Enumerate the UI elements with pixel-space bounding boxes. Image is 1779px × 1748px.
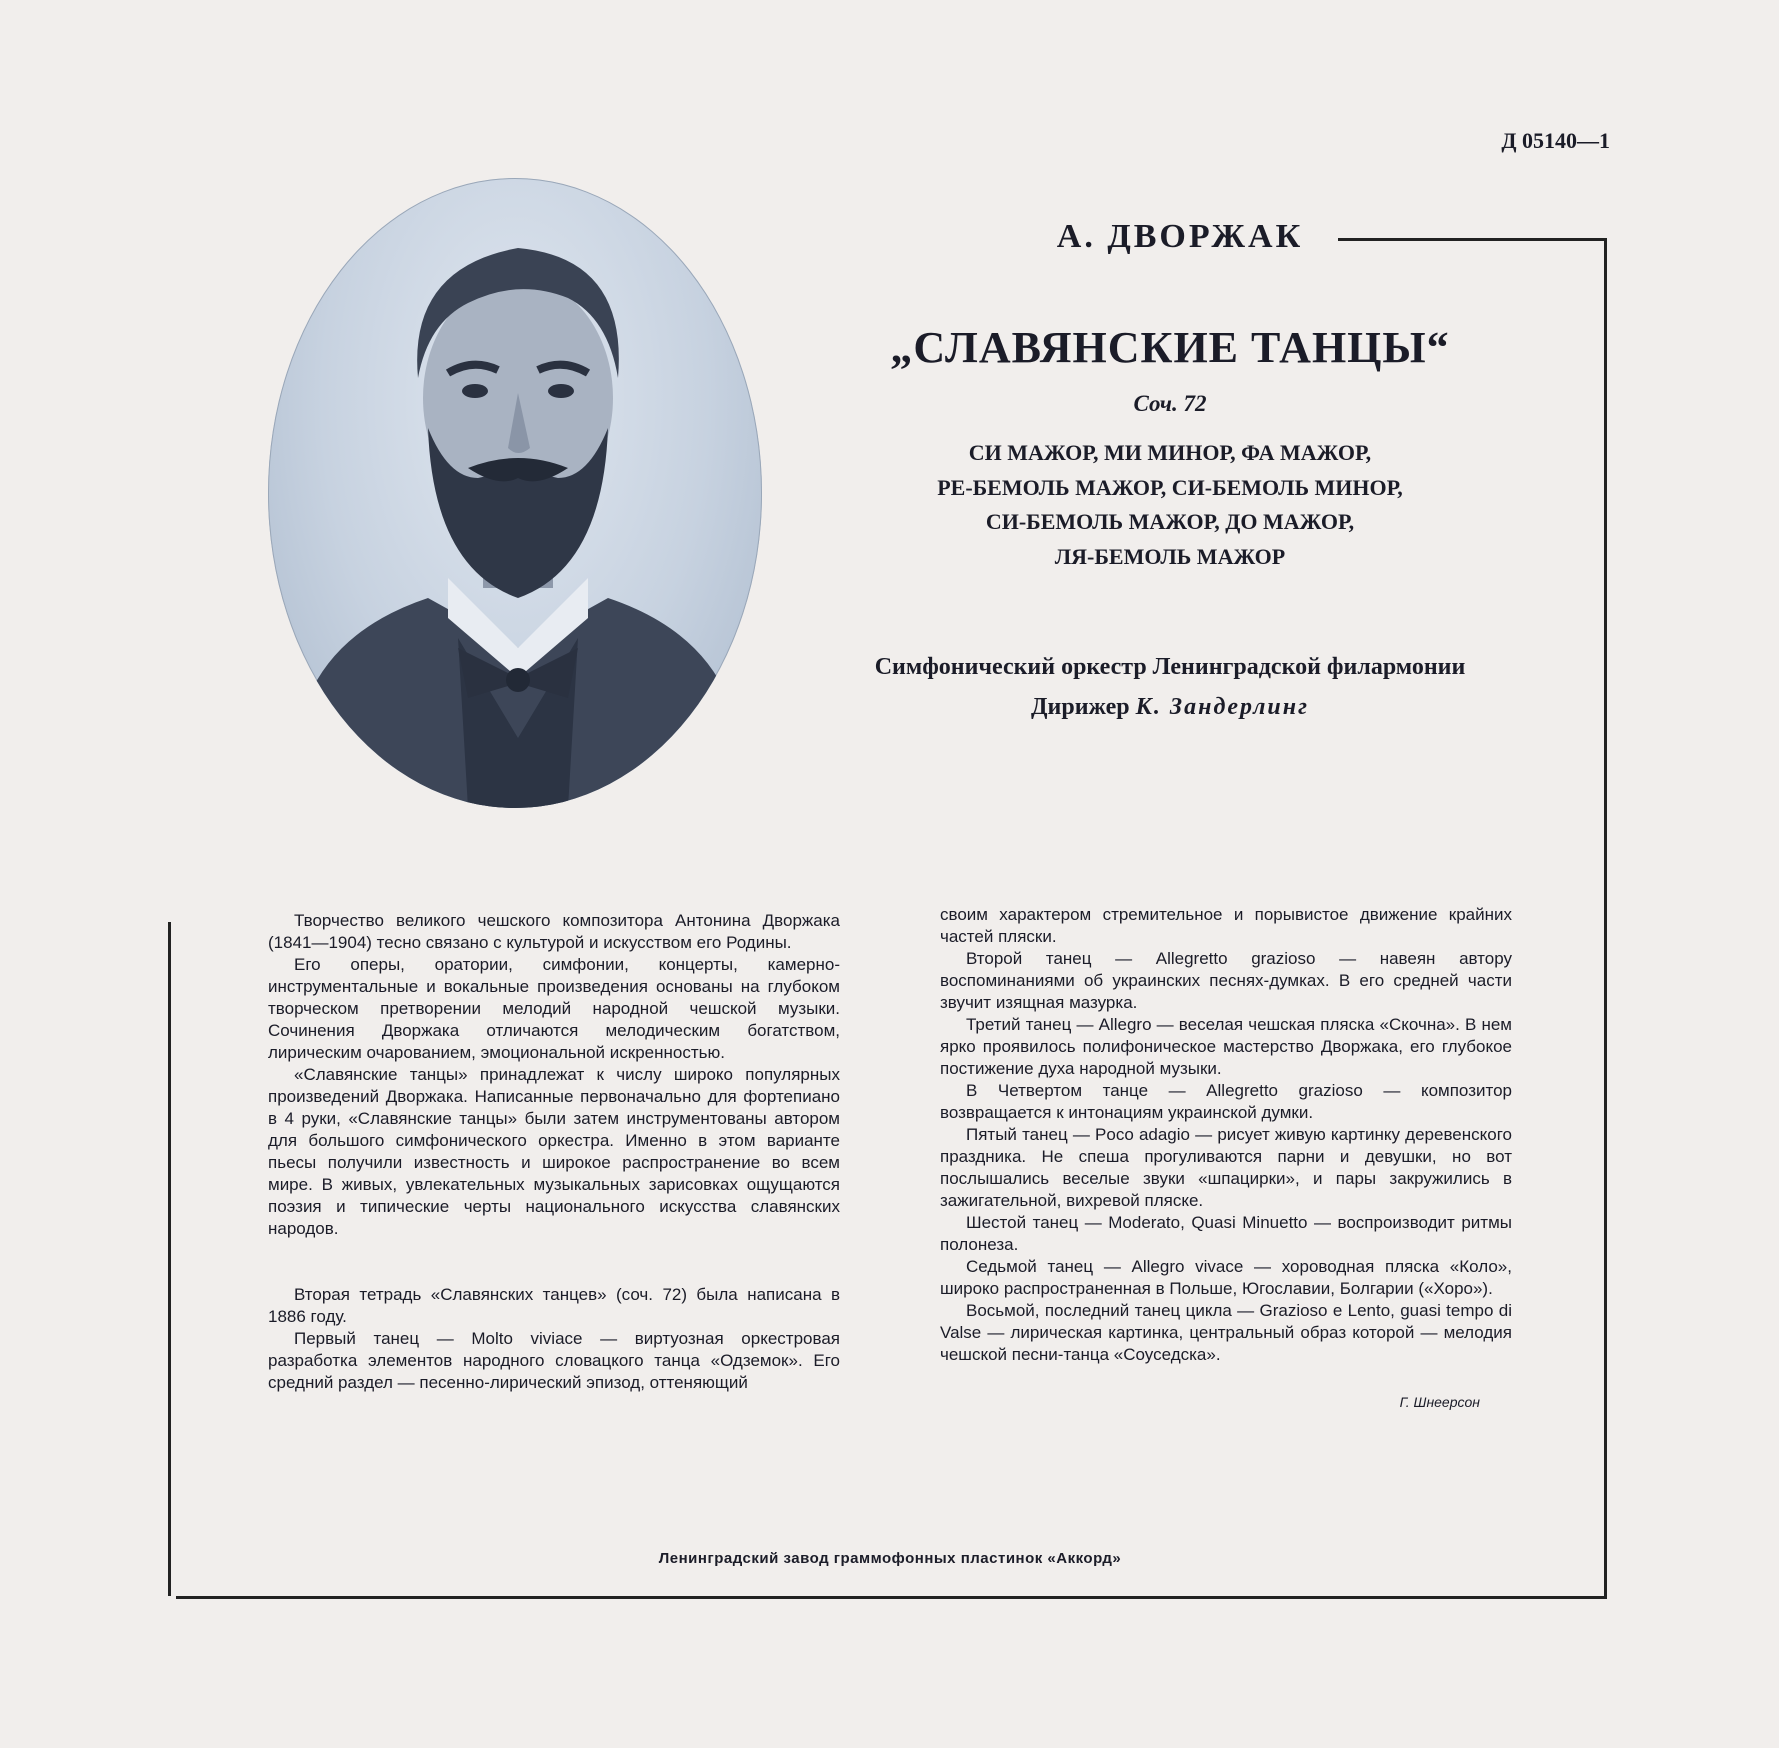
notes-paragraph: своим характером стремительное и порывистое движение крайних частей пляски. [940, 905, 1512, 946]
orchestra-name: Симфонический оркестр Ленинградской филармонии [874, 654, 1466, 680]
frame-line-bottom [176, 1596, 1607, 1599]
manufacturer-footer: Ленинградский завод граммофонных пластинок «Аккорд» [658, 1550, 1122, 1567]
composer-portrait [268, 178, 762, 808]
notes-paragraph: «Славянские танцы» принадлежат к числу широко популярных произведений Дворжака. Написанные первоначально для фортепиано в 4 руки, «Славянские танцы» были затем инструментованы автором для большого симфонического оркестра. Именно в этом варианте пьесы получили известность и широкое распространение во всем мире. В живых, увлекательных музыкальных зарисовках ощущаются поэзия и типические черты национального искусства славянских народов. [268, 1065, 840, 1238]
notes-paragraph: Вторая тетрадь «Славянских танцев» (соч. 72) была написана в 1886 году. [268, 1285, 840, 1326]
keys-line: ЛЯ-БЕМОЛЬ МАЖОР [1054, 543, 1286, 569]
conductor-label: Дирижер [1031, 694, 1130, 720]
conductor-name: К. Зандерлинг [1135, 694, 1309, 720]
notes-paragraph: Седьмой танец — Allegro vivace — хороводная пляска «Коло», широко распространенная в Польше, Югославии, Болгарии («Хоро»). [940, 1257, 1512, 1298]
frame-line-top [1338, 238, 1606, 241]
conductor-line [920, 694, 1420, 721]
notes-paragraph: Его оперы, оратории, симфонии, концерты, камерно-инструментальные и вокальные произведения основаны на глубоком творческом претворении мелодий народной чешской музыки. Сочинения Дворжака отличаются мелодическим богатством, лирическим очарованием, эмоциональной искренностью. [268, 955, 840, 1062]
notes-paragraph: Второй танец — Allegretto grazioso — навеян автору воспоминаниями об украинских песнях-думках. В его средней части звучит изящная мазурка. [940, 949, 1512, 1012]
catalog-number: Д 05140—1 [1501, 128, 1610, 153]
notes-paragraph: Творчество великого чешского композитора Антонина Дворжака (1841—1904) тесно связано с культурой и искусством его Родины. [268, 911, 840, 952]
portrait-illustration [268, 178, 762, 808]
frame-line-left [168, 922, 171, 1596]
notes-paragraph: Шестой танец — Moderato, Quasi Minuetto — воспроизводит ритмы полонеза. [940, 1213, 1512, 1254]
notes-paragraph: Пятый танец — Poco adagio — рисует живую картинку деревенского праздника. Не спеша прогуливаются парни и девушки, но вот послышались веселые звуки «шпацирки», и пары закружились в зажигательной, вихревой пляске. [940, 1125, 1512, 1210]
notes-paragraph: Восьмой, последний танец цикла — Grazioso e Lento, guasi tempo di Valse — лирическая картинка, центральный образ которой — мелодия чешской песни-танца «Соуседска». [940, 1301, 1512, 1364]
notes-author: Г. Шнеерсон [1399, 1394, 1480, 1410]
frame-line-right [1604, 238, 1607, 1598]
keys-line: СИ МАЖОР, МИ МИНОР, ФА МАЖОР, [968, 440, 1372, 465]
work-title: „СЛАВЯНСКИЕ ТАНЦЫ“ [890, 323, 1450, 372]
notes-column-left [268, 910, 840, 1394]
keys-line: РЕ-БЕМОЛЬ МАЖОР, СИ-БЕМОЛЬ МИНОР, [937, 474, 1403, 500]
opus-number: Соч. 72 [1133, 391, 1207, 416]
notes-paragraph: В Четвертом танце — Allegretto grazioso — композитор возвращается к интонациям украинской думки. [940, 1081, 1512, 1122]
composer-name: А. ДВОРЖАК [1056, 218, 1304, 255]
notes-column-right [940, 904, 1512, 1366]
notes-paragraph: Третий танец — Allegro — веселая чешская пляска «Скочна». В нем ярко проявилось полифоническое мастерство Дворжака, его глубокое постижение духа народной музыки. [940, 1015, 1512, 1078]
keys-list [880, 436, 1460, 574]
keys-line: СИ-БЕМОЛЬ МАЖОР, ДО МАЖОР, [985, 509, 1355, 534]
notes-paragraph: Первый танец — Molto viviace — виртуозная оркестровая разработка элементов народного словацкого танца «Одземок». Его средний раздел — песенно-лирический эпизод, оттеняющий [268, 1329, 840, 1392]
